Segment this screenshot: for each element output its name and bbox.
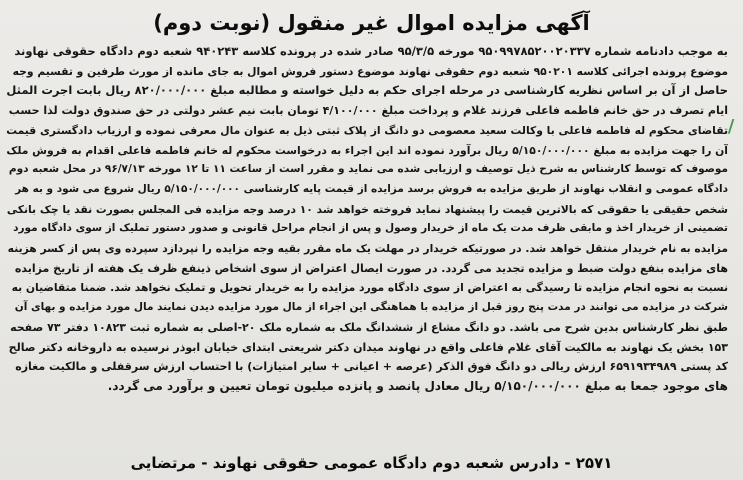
notice-line: دادگاه عمومی و انقلاب نهاوند از طریق مزایده به فروش برسد مزایده از قیمت پایه کارشناسی ۵/۱۵۰/۰۰۰/۰۰۰ ریال شروع می شود و به هر: [15, 182, 728, 195]
notice-line: به موجب دادنامه شماره ۹۵۰۹۹۷۸۵۲۰۰۲۰۳۳۷ مورخه ۹۵/۳/۵ صادر شده در پرونده کلاسه ۹۴۰۲۴۳ شعبه دوم دادگاه حقوقی نهاوند: [14, 44, 728, 58]
notice-line: تقاضای محکوم له فاطمه فاعلی با وکالت سعید معصومی دو دانگ از پلاک ثبتی ذیل به عنوان مال معرفی نموده و ارزیاب دادگستری قیمت: [6, 123, 728, 137]
notice-line: های مزایده بنفع دولت ضبط و مزایده تجدید می گردد. در صورت ایصال اعتراض از سوی اشخاص ذینفع ظرف یک هفته از تاریخ مزایده: [14, 261, 728, 275]
notice-line: موصوف که توسط کارشناس به شرح ذیل توصیف و ارزیابی شده می نماید و مقرر است از ساعت ۱۱ تا ۱۲ مورخه ۹۶/۷/۱۳ در محل شعبه دوم: [8, 163, 728, 176]
notice-line: های موجود جمعا به مبلغ ۵/۱۵۰/۰۰۰/۰۰۰ ریال معادل پانصد و پانزده میلیون تومان تعیین و برآورد می گردد.: [107, 378, 728, 393]
notice-title: آگهی مزایده اموال غیر منقول (نوبت دوم): [153, 11, 590, 35]
notice-line: کد پستی ۶۵۹۱۹۳۴۹۸۹ ارزش ریالی دو دانگ فوق الذکر (عرصه + اعیانی + سایر امتیازات) با احتساب ارزش سرقفلی و مالکیت مغازه: [15, 360, 728, 374]
notice-line: موضوع پرونده اجرائی کلاسه ۹۵۰۲۰۱ شعبه دوم حقوقی نهاوند موضوع دستور فروش اموال به جای مانده از مورث طرفین و تقسیم وجه: [12, 64, 728, 78]
notice-line: آن را جهت مزایده به مبلغ ۵/۱۵۰/۰۰۰/۰۰۰ ریال برآورد نموده اند این اجراء به درخواست محکوم له خانم فاطمه فاعلی اقدام به فروش ملک: [6, 143, 728, 157]
notice-line: شخص حقیقی یا حقوقی که بالاترین قیمت را پیشنهاد نماید فروخته خواهد شد ۱۰ درصد وجه مزایده فی المجلس بصورت نقد یا چک بانکی: [6, 202, 728, 216]
notice-line: تضمینی از خریدار اخذ و مابقی ظرف مدت یک ماه از خریدار وصول و پس از انجام مراحل قانونی و صدور دستور تملیک از سوی دادگاه مورد: [13, 222, 728, 235]
notice-body: [6, 42, 728, 397]
notice-line: شرکت در مزایده می توانند در مدت پنج روز قبل از مزایده با هماهنگی این اجراء از مال مورد مزایده دیدن نمایند مال مورد مزایده و بهای آن: [14, 301, 728, 314]
notice-line: مزایده به نام خریدار منتقل خواهد شد. در صورتیکه خریدار در مهلت یک ماه مقرر بقیه وجه مزایده را نپردازد سپرده وی پس از کسر هزینه: [7, 242, 728, 256]
notice-line: ایام تصرف در حق خانم فاطمه فاعلی فرزند غلام و پرداخت مبلغ ۴/۱۰۰/۰۰۰ تومان بابت نیم عشر دولتی در حق صندوق دولت لذا حسب: [8, 104, 728, 118]
notice-line: طبق نظر کارشناس بدین شرح می باشد. دو دانگ مشاع از ششدانگ ملک به شماره ملک ۲۰-اصلی به شماره ثبت ۱۰۸۲۳ دفتر ۷۳ صفحه: [10, 320, 728, 334]
notice-line: حاصل از آن بر اساس نظریه کارشناسی در مرحله اجرای حکم به دلیل خواسته و مطالبه مبلغ ۸۲۰/۰۰۰/۰۰۰ ریال بابت اجرت المثل: [6, 83, 728, 98]
margin-mark: /: [727, 116, 735, 137]
notice-line: ۱۵۳ بخش یک نهاوند به مالکیت آقای غلام فاعلی واقع در نهاوند میدان دکتر شریعتی ابتدای خیابان ابوذر نرسیده به داروخانه دکتر صالح: [8, 340, 728, 354]
notice-signature: ۲۵۷۱ - دادرس شعبه دوم دادگاه عمومی حقوقی نهاوند - مرتضایی: [130, 454, 613, 472]
notice-line: نسبت به نحوه انجام مزایده تا رسیدگی به اعتراض از سوی دادگاه مورد مزایده را به خریدار تحویل و تملیک نخواهد شد. ضمنا متقاضیان به: [11, 281, 728, 295]
